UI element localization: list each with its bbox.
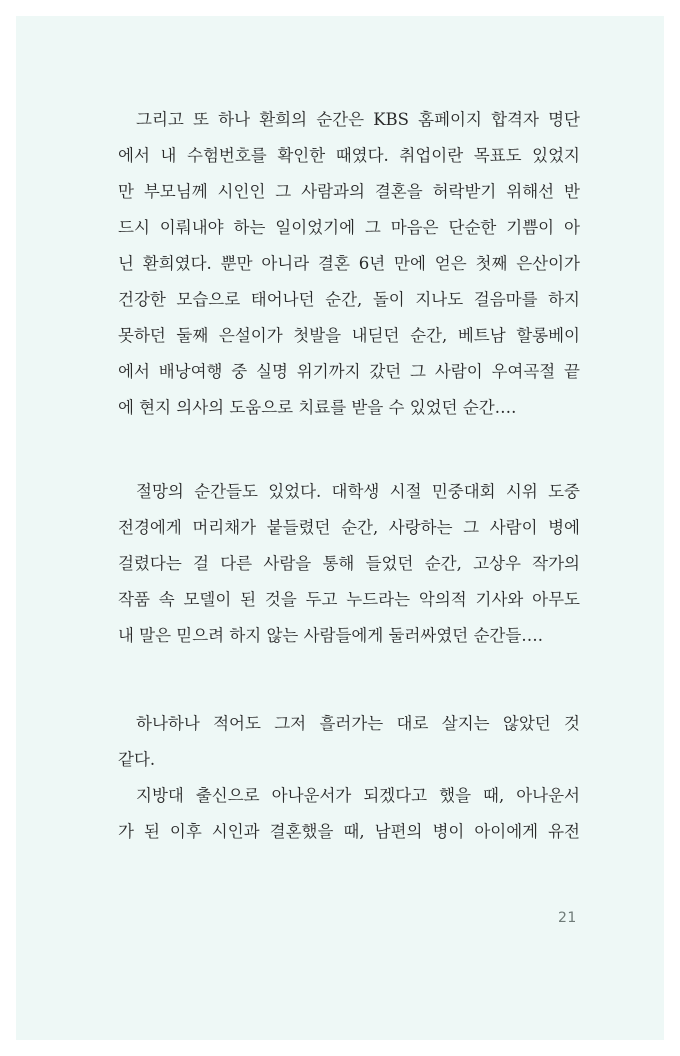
text-line: 못하던 둘째 은설이가 첫발을 내딛던 순간, 베트남 할롱베이 [118,326,580,345]
text-line: 작품 속 모델이 된 것을 두고 누드라는 악의적 기사와 아무도 [118,590,580,609]
paragraph-1 [118,102,580,426]
text-line: 가 된 이후 시인과 결혼했을 때, 남편의 병이 아이에게 유전 [118,822,580,841]
text-line: 건강한 모습으로 태어나던 순간, 돌이 지나도 걸음마를 하지 [118,290,580,309]
text-line: 닌 환희였다. 뿐만 아니라 결혼 6년 만에 얻은 첫째 은산이가 [118,254,580,273]
paragraph-3 [118,706,580,778]
text-line: 같다. [118,750,156,769]
text-line: 드시 이뤄내야 하는 일이었기에 그 마음은 단순한 기쁨이 아 [118,218,580,237]
text-line: 걸렸다는 걸 다른 사람을 통해 들었던 순간, 고상우 작가의 [118,554,580,573]
text-line: 에서 내 수험번호를 확인한 때였다. 취업이란 목표도 있었지 [118,146,580,165]
text-line: 만 부모님께 시인인 그 사람과의 결혼을 허락받기 위해선 반 [118,182,580,201]
text-line: 절망의 순간들도 있었다. 대학생 시절 민중대회 시위 도중 [136,482,580,501]
text-line: 전경에게 머리채가 붙들렸던 순간, 사랑하는 그 사람이 병에 [118,518,580,537]
text-line: 내 말은 믿으려 하지 않는 사람들에게 둘러싸였던 순간들…. [118,626,544,645]
page-number: 21 [558,910,577,926]
paragraph-2 [118,474,580,654]
text-line: 에 현지 의사의 도움으로 치료를 받을 수 있었던 순간…. [118,398,517,417]
text-line: 지방대 출신으로 아나운서가 되겠다고 했을 때, 아나운서 [136,786,580,805]
text-line: 에서 배낭여행 중 실명 위기까지 갔던 그 사람이 우여곡절 끝 [118,362,580,381]
paragraph-4 [118,778,580,850]
text-line: 하나하나 적어도 그저 흘러가는 대로 살지는 않았던 것 [136,714,580,733]
text-line: 그리고 또 하나 환희의 순간은 KBS 홈페이지 합격자 명단 [136,110,580,129]
